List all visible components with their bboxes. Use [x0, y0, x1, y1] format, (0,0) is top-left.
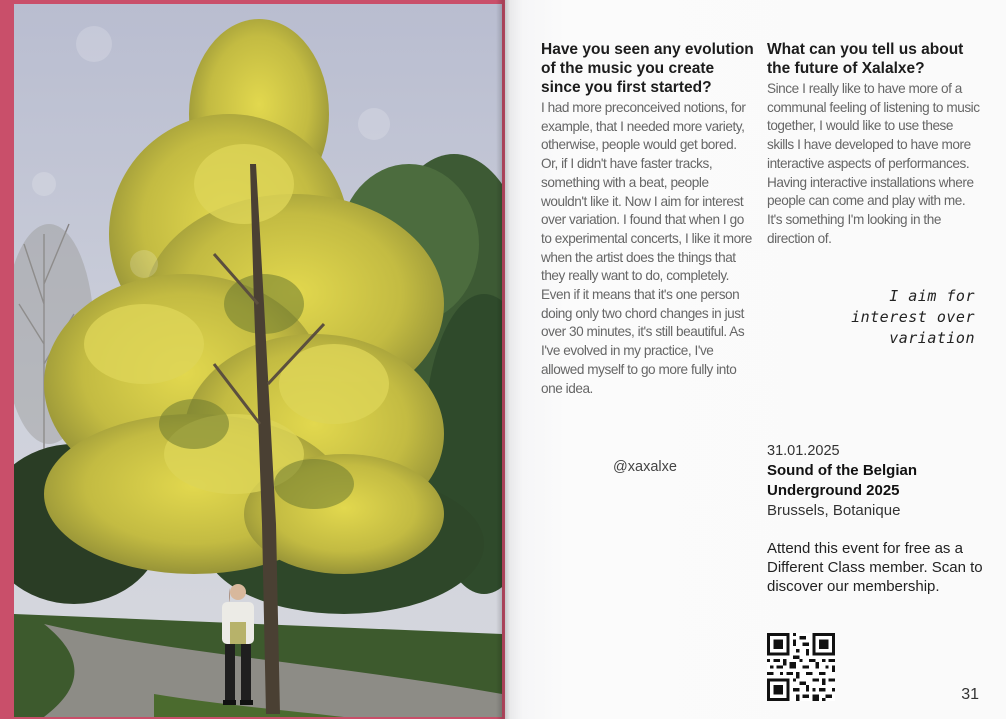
- pull-quote-line: interest over: [851, 308, 975, 326]
- pull-quote: [767, 286, 975, 349]
- event-venue: Brussels, Botanique: [767, 502, 901, 519]
- artist-handle: @xaxalxe: [613, 459, 677, 475]
- interview-column-right: [767, 40, 982, 248]
- event-title-line: Underground 2025: [767, 482, 900, 499]
- answer-future: Since I really like to have more of a communal feeling of listening to music together, I would like to use these skills I have developed to have more interactive aspects of performances. Having interactive installations where people can come and play with me. It's something I'm looking in the direction of.: [767, 81, 980, 246]
- pull-quote-line: I aim for: [889, 287, 975, 305]
- interview-column-left: [541, 40, 756, 398]
- question-future: What can you tell us about the future of Xalalxe?: [767, 41, 964, 77]
- event-date: 31.01.2025: [767, 443, 840, 459]
- qr-code[interactable]: [767, 633, 835, 701]
- membership-cta: Attend this event for free as a Different Class member. Scan to discover our membership.: [767, 540, 983, 595]
- answer-evolution: I had more preconceived notions, for example, that I needed more variety, otherwise, people would get bored. Or, if I didn't have faster tracks, something with a beat, people wouldn't like it. Now I aim for interest over variation. I found that when I go to experimental concerts, I like it more when the artist does the things that they really want to do, completely. Even if it means that it's one person doing only two chord changes in just over 30 minutes, it's still beautiful. As I've evolved in my practice, I've allowed myself to go more fully into one idea.: [541, 100, 752, 396]
- right-page: [505, 0, 1006, 719]
- event-title-line: Sound of the Belgian: [767, 462, 917, 479]
- event-info: [767, 441, 987, 596]
- question-evolution: Have you seen any evolution of the music you create since you first started?: [541, 41, 754, 96]
- page-number: 31: [961, 686, 979, 703]
- portrait-photo: [14, 4, 502, 717]
- pull-quote-line: variation: [889, 329, 975, 347]
